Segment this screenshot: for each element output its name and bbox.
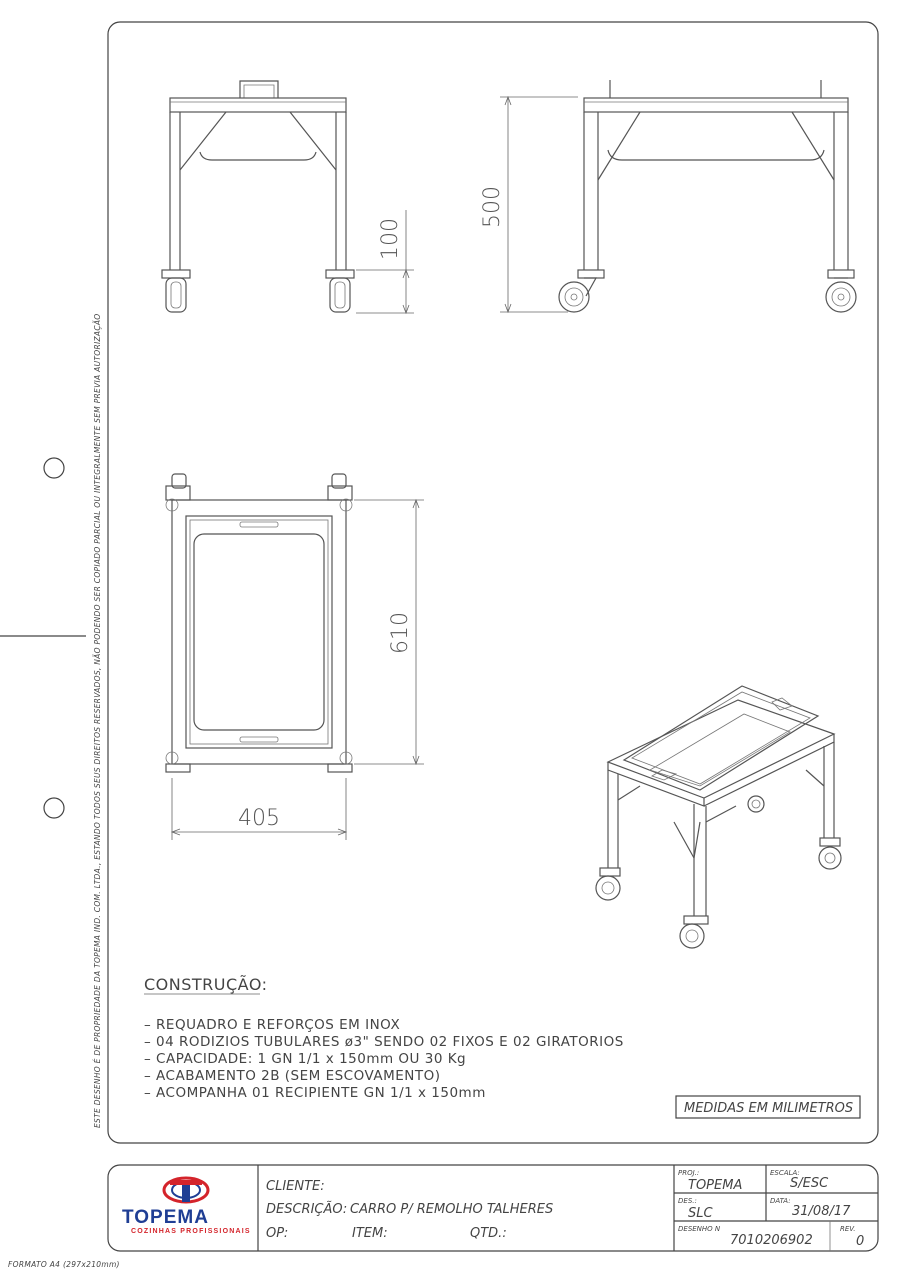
dimension-100-label: 100: [378, 218, 403, 260]
proj-label: PROJ.:: [678, 1169, 700, 1177]
rev-label: REV.: [840, 1225, 856, 1233]
title-block: [108, 1165, 878, 1251]
side-view: [559, 80, 856, 312]
description-label: DESCRIÇÃO:: [266, 1202, 348, 1217]
dimension-500-label: 500: [480, 186, 505, 228]
proj-value: TOPEMA: [688, 1178, 743, 1193]
dimension-500: [480, 97, 578, 312]
dimension-610-label: 610: [388, 612, 413, 654]
logo-wordmark: TOPEMA: [122, 1207, 209, 1228]
client-label: CLIENTE:: [266, 1179, 325, 1194]
qty-label: QTD.:: [470, 1226, 507, 1241]
units-note: MEDIDAS EM MILIMETROS: [684, 1101, 854, 1116]
logo-tagline: COZINHAS PROFISSIONAIS: [131, 1228, 251, 1235]
drawing-number: 7010206902: [730, 1233, 813, 1248]
des-value: SLC: [688, 1206, 713, 1221]
construction-item: – ACOMPANHA 01 RECIPIENTE GN 1/1 x 150mm: [144, 1085, 486, 1101]
construction-item: – CAPACIDADE: 1 GN 1/1 x 150mm OU 30 Kg: [144, 1051, 467, 1067]
scale-label: ESCALA:: [770, 1169, 800, 1177]
rev-value: 0: [856, 1234, 865, 1249]
construction-title: CONSTRUÇÃO:: [144, 975, 268, 994]
construction-item: – 04 RODIZIOS TUBULARES ø3" SENDO 02 FIXOS E 02 GIRATORIOS: [144, 1034, 624, 1050]
date-value: 31/08/17: [792, 1204, 851, 1219]
des-label: DES.:: [678, 1197, 697, 1205]
punch-hole-top: [44, 458, 64, 478]
topema-logo: [122, 1178, 251, 1235]
description-value: CARRO P/ REMOLHO TALHERES: [350, 1202, 554, 1217]
date-label: DATA:: [770, 1197, 791, 1205]
format-note: FORMATO A4 (297x210mm): [8, 1260, 120, 1269]
construction-item: – ACABAMENTO 2B (SEM ESCOVAMENTO): [144, 1068, 441, 1084]
dimension-405: [172, 778, 346, 840]
item-label: ITEM:: [352, 1226, 388, 1241]
front-view: [162, 81, 354, 312]
op-label: OP:: [266, 1226, 289, 1241]
top-view: [166, 474, 352, 772]
isometric-view: [596, 686, 841, 948]
dimension-405-label: 405: [238, 806, 280, 831]
drawing-number-label: DESENHO N: [678, 1225, 721, 1233]
dimension-100: [356, 210, 414, 313]
construction-notes: [144, 975, 624, 1101]
dimension-610: [354, 500, 424, 764]
scale-value: S/ESC: [790, 1176, 829, 1191]
construction-item: – REQUADRO E REFORÇOS EM INOX: [144, 1017, 401, 1033]
punch-hole-bottom: [44, 798, 64, 818]
side-note: ESTE DESENHO É DE PROPRIEDADE DA TOPEMA IND. COM. LTDA., ESTANDO TODOS SEUS DIREITOS RESERVADOS, NÃO PODENDO SER COPIADO PARCIAL OU INTEGRALMENTE SEM PREVIA AUTORIZAÇÃO: [93, 313, 102, 1128]
